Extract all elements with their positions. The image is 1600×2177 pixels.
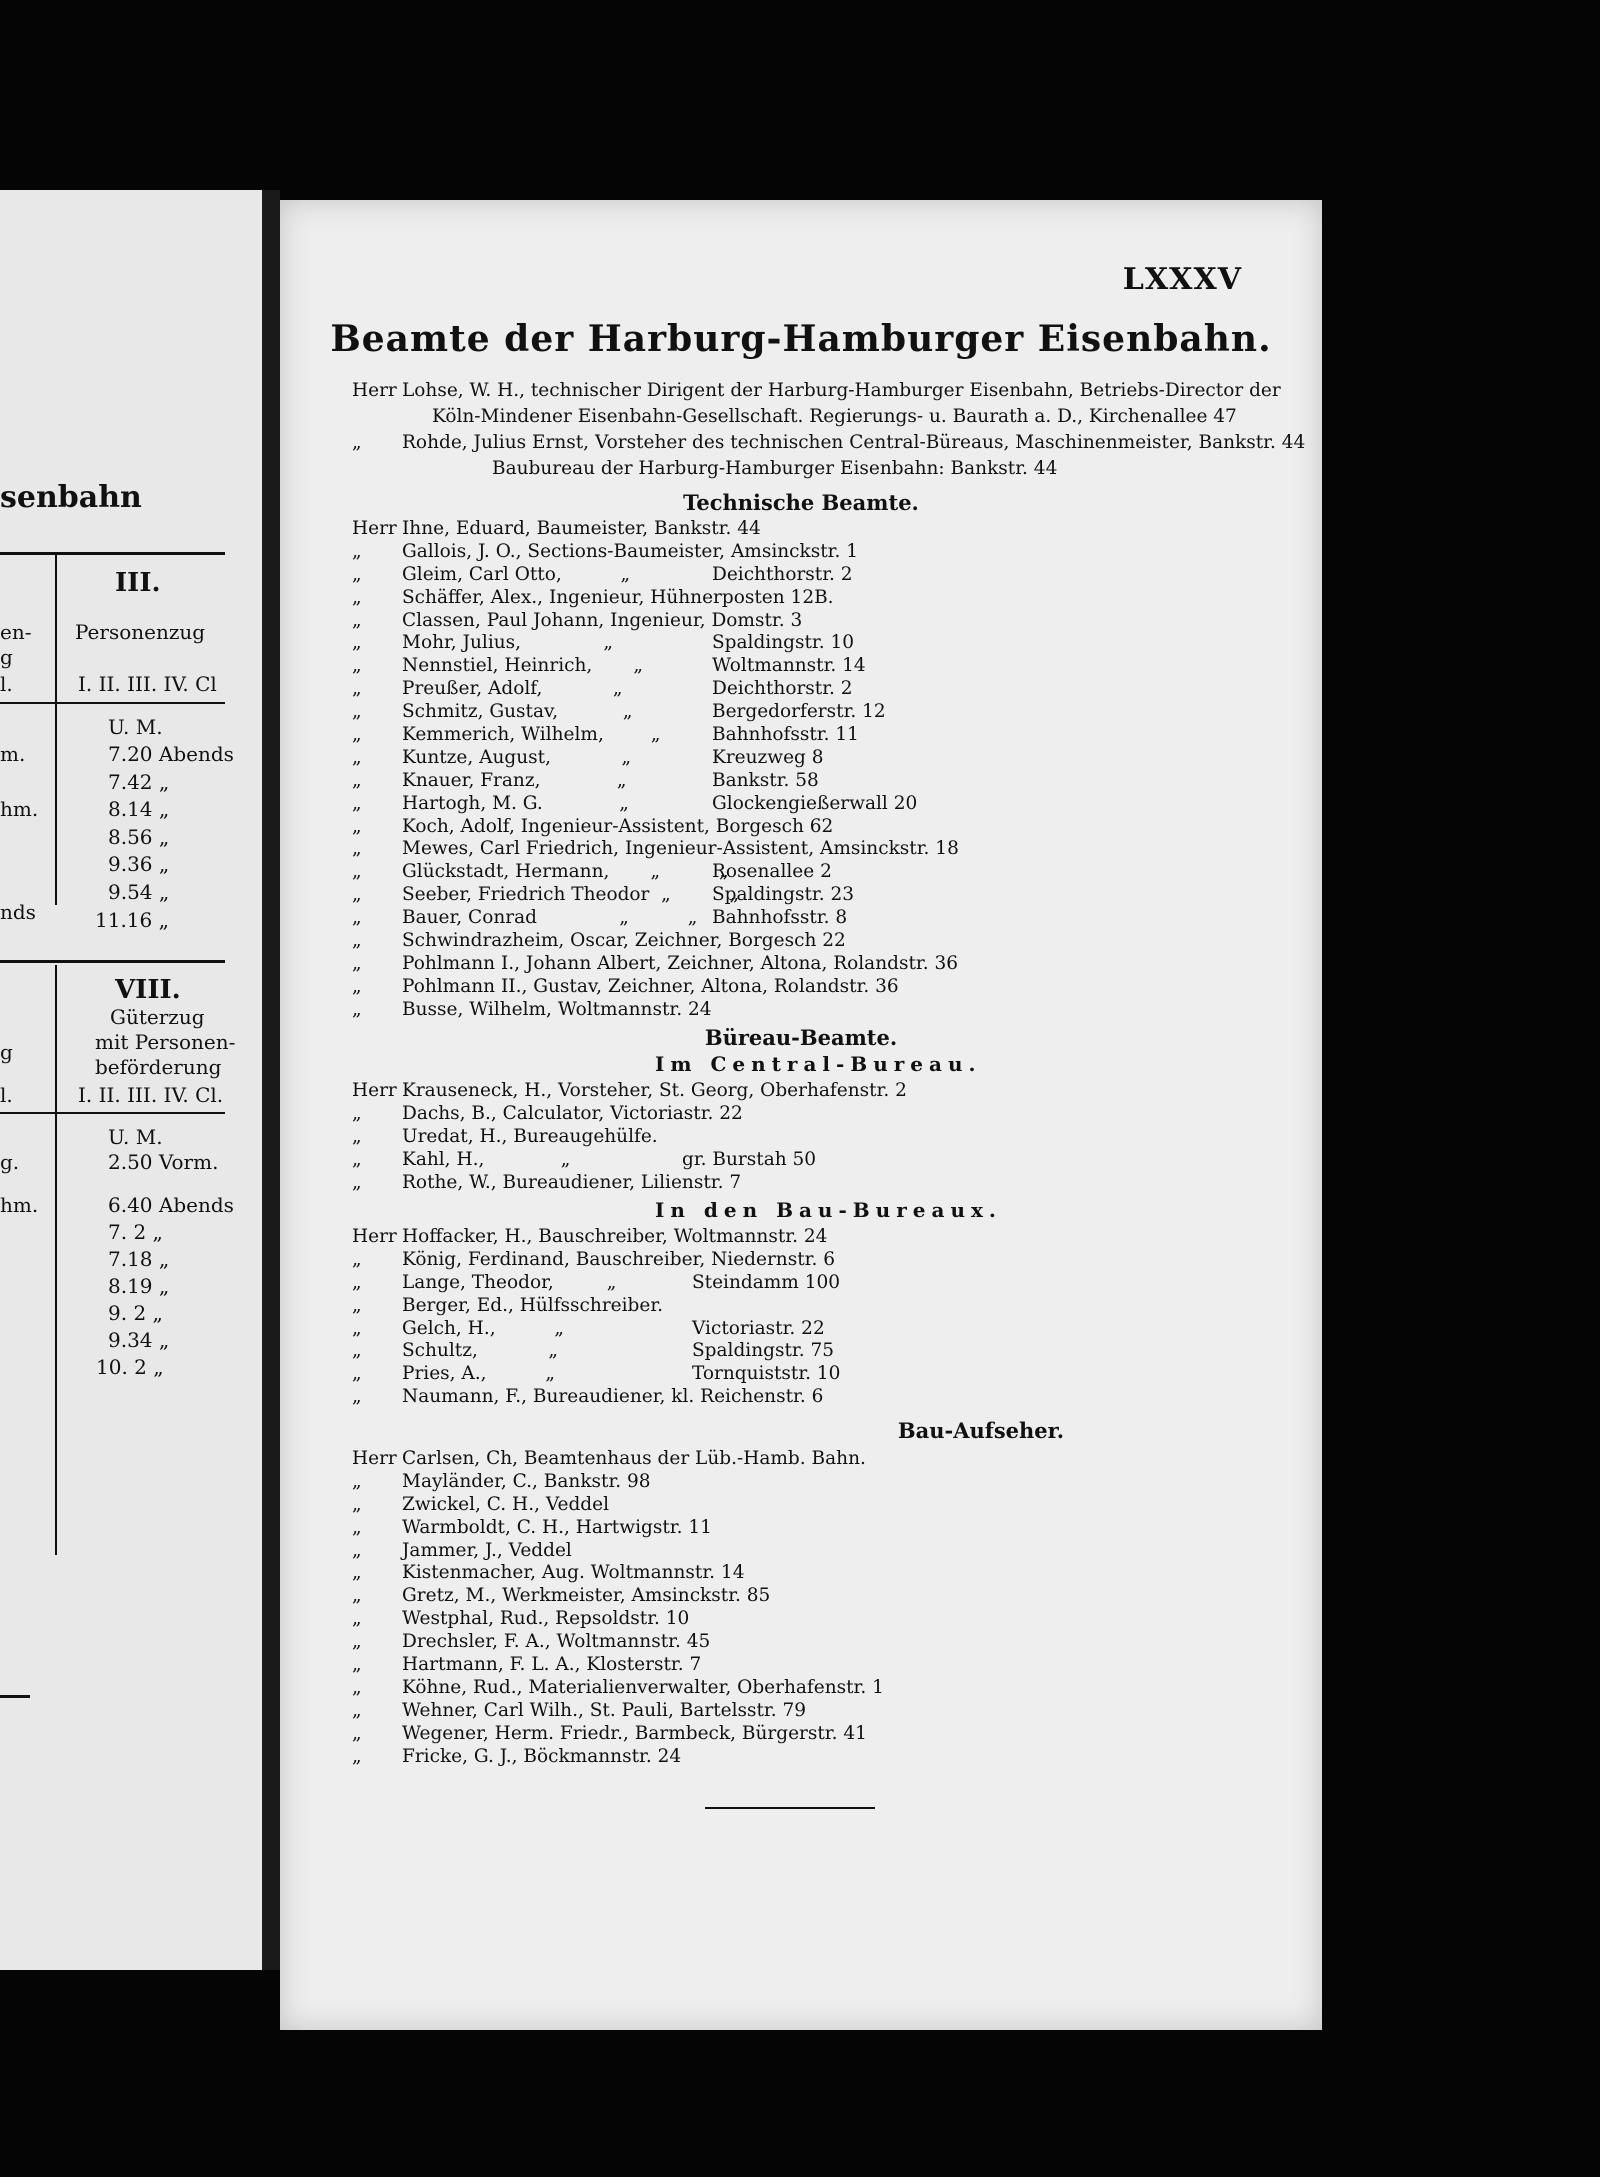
entry-prefix: Herr <box>352 1448 397 1469</box>
col8-label-2: g. <box>0 1150 20 1174</box>
left-rule-5 <box>0 1695 30 1698</box>
entry-name: Hartmann, F. L. A., Klosterstr. 7 <box>402 1654 702 1676</box>
list-item <box>352 907 1232 930</box>
col8-time-3: 7.18 „ <box>108 1247 170 1271</box>
col8-time-5: 9. 2 „ <box>108 1301 163 1325</box>
closing-rule <box>705 1807 875 1809</box>
entry-prefix: „ <box>352 1493 362 1515</box>
list-item <box>352 884 1232 907</box>
entry-name: Drechsler, F. A., Woltmannstr. 45 <box>402 1631 711 1653</box>
entry-prefix: „ <box>352 746 362 768</box>
entry-prefix: Herr <box>352 518 397 539</box>
entry-name: Schäffer, Alex., Ingenieur, Hühnerposten 12B. <box>402 586 834 608</box>
col3-time-4: 9.36 „ <box>108 852 170 876</box>
entry-name: Gretz, M., Werkmeister, Amsinckstr. 85 <box>402 1585 771 1607</box>
entry-prefix: „ <box>352 1363 362 1385</box>
list-item <box>352 1340 1232 1363</box>
col8-time-0: 2.50 Vorm. <box>108 1150 219 1174</box>
col8-time-1: 6.40 Abends <box>108 1193 234 1217</box>
entry-name: Krauseneck, H., Vorsteher, St. Georg, Oberhafenstr. 2 <box>402 1080 907 1101</box>
entry-prefix: „ <box>352 1539 362 1561</box>
entry-prefix: „ <box>352 1516 362 1538</box>
book-binding <box>262 190 280 1970</box>
entry-prefix: „ <box>352 998 362 1020</box>
entry-prefix: „ <box>352 1654 362 1676</box>
col3-time-5: 9.54 „ <box>108 880 170 904</box>
entry-address: Woltmannstr. 14 <box>712 655 866 677</box>
list-item <box>352 1677 1232 1700</box>
list-item <box>352 632 1232 655</box>
list-item <box>352 1608 1232 1631</box>
entry-address: Bergedorferstr. 12 <box>712 701 886 723</box>
list-item <box>352 1494 1232 1517</box>
left-rule-top <box>0 552 225 555</box>
entry-name: Warmboldt, C. H., Hartwigstr. 11 <box>402 1516 712 1538</box>
aufseher-heading: Bau-Aufseher. <box>897 1418 1065 1443</box>
list-item <box>352 747 1232 770</box>
entry-address: Bahnhofsstr. 11 <box>712 724 859 746</box>
aufseher-list <box>352 1448 1232 1768</box>
entry-address: Glockengießerwall 20 <box>712 792 918 814</box>
entry-name: Naumann, F., Bureaudiener, kl. Reichenstr. 6 <box>402 1386 824 1408</box>
entry-prefix: „ <box>352 563 362 585</box>
entry-name: Pries, A., „ <box>402 1363 555 1385</box>
entry-prefix: „ <box>352 1171 362 1193</box>
list-item <box>352 1295 1232 1318</box>
list-item <box>352 1746 1232 1769</box>
entry-prefix: „ <box>352 1294 362 1316</box>
list-item <box>352 976 1232 999</box>
list-item <box>352 1471 1232 1494</box>
entry-prefix: „ <box>352 975 362 997</box>
col3-time-6: 11.16 „ <box>95 908 169 932</box>
entry-prefix: Herr <box>352 1080 397 1101</box>
list-item <box>352 655 1232 678</box>
entry-prefix: „ <box>352 1271 362 1293</box>
list-item <box>352 1700 1232 1723</box>
bureau-heading: Büreau-Beamte. <box>704 1025 898 1050</box>
technical-list <box>352 518 1232 1022</box>
intro-text: Baubureau der Harburg-Hamburger Eisenbahn: Bankstr. 44 <box>492 458 1058 479</box>
entry-prefix: „ <box>352 861 362 883</box>
entry-prefix: „ <box>352 1248 362 1270</box>
entry-prefix: „ <box>352 1745 362 1767</box>
entry-name: Kistenmacher, Aug. Woltmannstr. 14 <box>402 1562 745 1584</box>
col3-sub: Personenzug <box>75 620 206 644</box>
list-item <box>352 1654 1232 1677</box>
list-item <box>352 1318 1232 1341</box>
col8-label-0: g <box>0 1040 13 1064</box>
entry-name: Fricke, G. J., Böckmannstr. 24 <box>402 1745 682 1767</box>
right-page <box>280 200 1322 2030</box>
list-item <box>352 1517 1232 1540</box>
list-item <box>352 930 1232 953</box>
intro-row <box>352 404 1282 430</box>
col3-label-2: l. <box>0 672 13 696</box>
entry-prefix: „ <box>352 632 362 654</box>
entry-prefix: „ <box>352 1340 362 1362</box>
entry-name: Mayländer, C., Bankstr. 98 <box>402 1470 651 1492</box>
entry-name: Westphal, Rud., Repsoldstr. 10 <box>402 1608 690 1630</box>
entry-name: Schultz, „ <box>402 1340 558 1362</box>
left-rule-4 <box>0 1112 225 1114</box>
col8-time-2: 7. 2 „ <box>108 1220 163 1244</box>
page-title: Beamte der Harburg-Hamburger Eisenbahn. <box>330 318 1272 360</box>
entry-name: Dachs, B., Calculator, Victoriastr. 22 <box>402 1102 743 1124</box>
list-item <box>352 1272 1232 1295</box>
intro-row <box>352 456 1282 482</box>
central-heading: Im Central-Bureau. <box>655 1052 982 1076</box>
col3-head: III. <box>115 568 161 598</box>
entry-prefix: „ <box>352 724 362 746</box>
intro-text: Lohse, W. H., technischer Dirigent der Harburg-Hamburger Eisenbahn, Betriebs-Director der <box>402 380 1281 401</box>
left-vline-1 <box>55 555 57 905</box>
entry-name: Koch, Adolf, Ingenieur-Assistent, Borgesch 62 <box>402 815 834 837</box>
col8-head: VIII. <box>115 975 181 1005</box>
list-item <box>352 1363 1232 1386</box>
col8-sub-2: beförderung <box>95 1055 222 1079</box>
entry-prefix: „ <box>352 586 362 608</box>
list-item <box>352 518 1232 541</box>
col3-time-0: 7.20 Abends <box>108 742 234 766</box>
list-item <box>352 1149 1232 1172</box>
entry-name: Schwindrazheim, Oscar, Zeichner, Borgesch 22 <box>402 930 846 952</box>
page-number: LXXXV <box>1122 262 1242 297</box>
entry-name: Ihne, Eduard, Baumeister, Bankstr. 44 <box>402 518 761 539</box>
entry-address: Tornquiststr. 10 <box>692 1363 841 1385</box>
list-item <box>352 770 1232 793</box>
left-rule-2 <box>0 702 225 704</box>
entry-prefix: „ <box>352 1386 362 1408</box>
entry-prefix: „ <box>352 655 362 677</box>
entry-prefix: „ <box>352 1699 362 1721</box>
entry-prefix: „ <box>352 838 362 860</box>
list-item <box>352 1386 1232 1409</box>
col3-time-1: 7.42 „ <box>108 770 170 794</box>
entry-name: Knauer, Franz, „ <box>402 769 627 791</box>
entry-name: Gallois, J. O., Sections-Baumeister, Amsinckstr. 1 <box>402 540 859 562</box>
entry-name: Nennstiel, Heinrich, „ <box>402 655 644 677</box>
entry-name: Classen, Paul Johann, Ingenieur, Domstr. 3 <box>402 609 803 631</box>
list-item <box>352 838 1232 861</box>
col8-time-7: 10. 2 „ <box>96 1355 164 1379</box>
list-item <box>352 610 1232 633</box>
entry-prefix: „ <box>352 1562 362 1584</box>
entry-prefix: „ <box>352 1148 362 1170</box>
entry-address: Steindamm 100 <box>692 1271 841 1293</box>
entry-address: Bankstr. 58 <box>712 769 819 791</box>
intro-row <box>352 430 1306 456</box>
col3-label-5: nds <box>0 900 36 924</box>
entry-name: Mewes, Carl Friedrich, Ingenieur-Assistent, Amsinckstr. 18 <box>402 838 959 860</box>
list-item <box>352 1126 1232 1149</box>
entry-address: Deichthorstr. 2 <box>712 678 853 700</box>
list-item <box>352 861 1232 884</box>
entry-prefix: „ <box>352 1102 362 1124</box>
entry-prefix: „ <box>352 540 362 562</box>
col8-label-1: l. <box>0 1083 13 1107</box>
entry-name: Gelch, H., „ <box>402 1317 564 1339</box>
entry-name: Schmitz, Gustav, „ <box>402 701 633 723</box>
entry-name: Seeber, Friedrich Theodor „ „ <box>402 884 740 906</box>
entry-prefix: „ <box>352 907 362 929</box>
list-item <box>352 1172 1232 1195</box>
entry-address: Deichthorstr. 2 <box>712 563 853 585</box>
list-item <box>352 1103 1232 1126</box>
entry-address: Spaldingstr. 10 <box>712 632 855 654</box>
list-item <box>352 1631 1232 1654</box>
list-item <box>352 1448 1232 1471</box>
list-item <box>352 701 1232 724</box>
entry-name: Berger, Ed., Hülfsschreiber. <box>402 1294 664 1316</box>
entry-address: Rosenallee 2 <box>712 861 832 883</box>
entry-name: Kuntze, August, „ <box>402 746 632 768</box>
entry-prefix: „ <box>352 1676 362 1698</box>
entry-name: Uredat, H., Bureaugehülfe. <box>402 1125 658 1147</box>
entry-prefix: „ <box>352 792 362 814</box>
entry-address: Kreuzweg 8 <box>712 746 824 768</box>
entry-name: Wegener, Herm. Friedr., Barmbeck, Bürgerstr. 41 <box>402 1722 867 1744</box>
col3-label-3: m. <box>0 742 26 766</box>
entry-name: Jammer, J., Veddel <box>402 1539 572 1561</box>
list-item <box>352 678 1232 701</box>
entry-prefix: „ <box>352 701 362 723</box>
list-item <box>352 1540 1232 1563</box>
col3-unit: U. M. <box>108 715 163 739</box>
entry-prefix: „ <box>352 930 362 952</box>
entry-prefix: „ <box>352 1585 362 1607</box>
entry-address: Victoriastr. 22 <box>692 1317 825 1339</box>
entry-name: Köhne, Rud., Materialienverwalter, Oberhafenstr. 1 <box>402 1676 884 1698</box>
entry-prefix: „ <box>352 815 362 837</box>
entry-name: Rothe, W., Bureaudiener, Lilienstr. 7 <box>402 1171 742 1193</box>
entry-prefix: „ <box>352 678 362 700</box>
intro-block <box>352 378 1306 482</box>
entry-name: Busse, Wilhelm, Woltmannstr. 24 <box>402 998 712 1020</box>
entry-name: Carlsen, Ch, Beamtenhaus der Lüb.-Hamb. Bahn. <box>402 1448 866 1469</box>
col3-time-2: 8.14 „ <box>108 797 170 821</box>
entry-name: König, Ferdinand, Bauschreiber, Niedernstr. 6 <box>402 1248 835 1270</box>
entry-name: Preußer, Adolf, „ <box>402 678 623 700</box>
col8-sub-1: mit Personen- <box>95 1030 236 1054</box>
entry-prefix: „ <box>352 1631 362 1653</box>
entry-prefix: „ <box>352 952 362 974</box>
list-item <box>352 564 1232 587</box>
entry-name: Kahl, H., „ <box>402 1148 571 1170</box>
col3-label-0: en- <box>0 620 32 644</box>
entry-name: Hoffacker, H., Bauschreiber, Woltmannstr. 24 <box>402 1226 828 1247</box>
left-rule-3 <box>0 960 225 963</box>
list-item <box>352 541 1232 564</box>
left-vline-2 <box>55 965 57 1555</box>
col3-label-4: hm. <box>0 797 39 821</box>
intro-row <box>352 378 1282 404</box>
left-heading: senbahn <box>0 480 142 515</box>
entry-address: Spaldingstr. 23 <box>712 884 855 906</box>
entry-prefix: „ <box>352 769 362 791</box>
list-item <box>352 1249 1232 1272</box>
intro-text: Rohde, Julius Ernst, Vorsteher des technischen Central-Büreaus, Maschinenmeister, Bankstr. 44 <box>402 432 1306 453</box>
col3-classes: I. II. III. IV. Cl <box>78 672 217 696</box>
entry-prefix: „ <box>352 609 362 631</box>
entry-name: Pohlmann I., Johann Albert, Zeichner, Altona, Rolandstr. 36 <box>402 952 959 974</box>
col8-label-3: hm. <box>0 1193 39 1217</box>
col8-time-4: 8.19 „ <box>108 1274 170 1298</box>
intro-text: Köln-Mindener Eisenbahn-Gesellschaft. Regierungs- u. Baurath a. D., Kirchenallee 47 <box>432 406 1237 427</box>
entry-name: Zwickel, C. H., Veddel <box>402 1493 609 1515</box>
col8-time-6: 9.34 „ <box>108 1328 170 1352</box>
intro-prefix: „ <box>352 432 362 453</box>
entry-prefix: „ <box>352 1125 362 1147</box>
entry-prefix: „ <box>352 1608 362 1630</box>
entry-name: Glückstadt, Hermann, „ „ <box>402 861 729 883</box>
list-item <box>352 587 1232 610</box>
list-item <box>352 816 1232 839</box>
intro-prefix: Herr <box>352 380 397 401</box>
entry-name: Kemmerich, Wilhelm, „ <box>402 724 661 746</box>
entry-address: Bahnhofsstr. 8 <box>712 907 848 929</box>
col8-classes: I. II. III. IV. Cl. <box>78 1083 224 1107</box>
entry-prefix: „ <box>352 1317 362 1339</box>
list-item <box>352 1723 1232 1746</box>
entry-name: Pohlmann II., Gustav, Zeichner, Altona, Rolandstr. 36 <box>402 975 899 997</box>
list-item <box>352 953 1232 976</box>
entry-name: Mohr, Julius, „ <box>402 632 613 654</box>
entry-prefix: „ <box>352 1470 362 1492</box>
list-item <box>352 793 1232 816</box>
list-item <box>352 1080 1232 1103</box>
col3-label-1: g <box>0 645 13 669</box>
list-item <box>352 1226 1232 1249</box>
entry-prefix: Herr <box>352 1226 397 1247</box>
list-item <box>352 724 1232 747</box>
left-page <box>0 190 262 1970</box>
central-list <box>352 1080 1232 1194</box>
bau-list <box>352 1226 1232 1409</box>
entry-name: Hartogh, M. G. „ <box>402 792 629 814</box>
entry-address: gr. Burstah 50 <box>682 1148 817 1170</box>
entry-name: Gleim, Carl Otto, „ <box>402 563 631 585</box>
entry-prefix: „ <box>352 1722 362 1744</box>
technical-heading: Technische Beamte. <box>683 490 919 515</box>
entry-name: Lange, Theodor, „ <box>402 1271 617 1293</box>
bau-heading: In den Bau-Bureaux. <box>655 1198 1002 1222</box>
entry-name: Bauer, Conrad „ „ <box>402 907 698 929</box>
entry-prefix: „ <box>352 884 362 906</box>
col8-unit: U. M. <box>108 1125 163 1149</box>
col8-sub-0: Güterzug <box>110 1005 205 1029</box>
entry-name: Wehner, Carl Wilh., St. Pauli, Bartelsstr. 79 <box>402 1699 807 1721</box>
list-item <box>352 1562 1232 1585</box>
list-item <box>352 1585 1232 1608</box>
entry-address: Spaldingstr. 75 <box>692 1340 835 1362</box>
col3-time-3: 8.56 „ <box>108 825 170 849</box>
list-item <box>352 999 1232 1022</box>
